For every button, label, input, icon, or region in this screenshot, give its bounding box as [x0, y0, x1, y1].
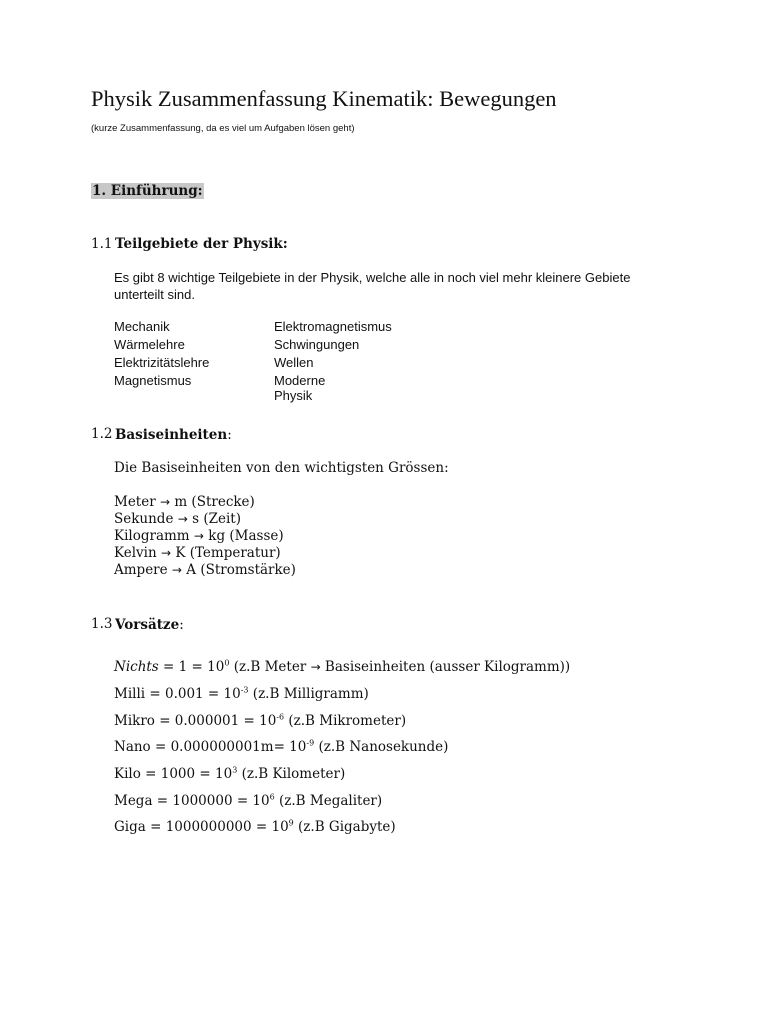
prefix-name: Milli	[114, 686, 146, 702]
prefix-example: (z.B Milligramm)	[248, 686, 369, 702]
document-subtitle: (kurze Zusammenfassung, da es viel um Aufgaben lösen geht)	[91, 123, 355, 134]
arrow-right-icon: →	[310, 660, 321, 674]
prefix-exponent: -6	[276, 712, 285, 722]
prefix-name: Nano	[114, 739, 151, 755]
teilgebiet-item: Wärmelehre	[114, 337, 185, 352]
prefix-name: Kilo	[114, 766, 141, 782]
prefix-exponent: 6	[269, 792, 275, 802]
prefix-row	[114, 819, 396, 835]
section-heading-teilgebiete: Teilgebiete der Physik:	[115, 236, 288, 252]
unit-name: Kelvin	[114, 545, 157, 561]
prefix-example: (z.B Mikrometer)	[284, 713, 407, 729]
teilgebiet-item: Mechanik	[114, 319, 170, 334]
prefix-row	[114, 659, 570, 675]
list-item	[114, 511, 296, 528]
teilgebiet-item: Schwingungen	[274, 337, 360, 352]
prefix-example: (z.B Megaliter)	[274, 793, 383, 809]
prefix-example: (z.B Gigabyte)	[293, 819, 396, 835]
arrow-right-icon: →	[160, 546, 172, 560]
prefix-example: (z.B Kilometer)	[237, 766, 346, 782]
arrow-right-icon: →	[177, 512, 188, 526]
arrow-right-icon: →	[159, 495, 171, 509]
prefix-value: = 1000 = 10	[140, 766, 233, 782]
list-item	[114, 494, 296, 511]
prefix-value: = 0.001 = 10	[145, 686, 241, 702]
section-heading-vorsaetze: Vorsätze	[115, 617, 180, 633]
prefix-row	[114, 713, 406, 729]
section-heading-vorsaetze-wrap: Vorsätze:	[115, 617, 184, 633]
section-number-1-2: 1.2	[91, 426, 113, 442]
prefix-exponent: 3	[232, 765, 238, 775]
teilgebiet-item: Elektromagnetismus	[274, 319, 392, 334]
section-number-1-1: 1.1	[91, 236, 113, 252]
prefix-exponent: 9	[288, 818, 294, 828]
section-heading-einfuehrung: 1. Einführung:	[92, 183, 203, 199]
document-title: Physik Zusammenfassung Kinematik: Bewegungen	[91, 86, 557, 111]
arrow-right-icon: →	[193, 529, 204, 543]
section-heading-basiseinheiten: Basiseinheiten	[115, 427, 228, 443]
prefix-row	[114, 686, 369, 702]
prefix-example-cont: Basiseinheiten (ausser Kilogramm))	[320, 659, 571, 675]
prefix-value: = 1 = 10	[158, 659, 225, 675]
unit-symbol: kg (Masse)	[208, 528, 284, 544]
arrow-right-icon: →	[171, 563, 182, 577]
unit-name: Meter	[114, 494, 156, 510]
prefix-exponent: -3	[240, 685, 249, 695]
section-heading-basiseinheiten-wrap: Basiseinheiten:	[115, 427, 232, 443]
unit-symbol: A (Stromstärke)	[186, 562, 296, 578]
unit-name: Kilogramm	[114, 528, 190, 544]
prefix-value: = 0.000000001m= 10	[150, 739, 307, 755]
prefix-exponent: -9	[306, 738, 315, 748]
teilgebiet-item: Elektrizitätslehre	[114, 355, 210, 370]
prefix-example: (z.B Meter	[229, 659, 311, 675]
teilgebiete-intro-line1: Es gibt 8 wichtige Teilgebiete in der Physik, welche alle in noch viel mehr kleinere Gebiete	[114, 270, 631, 285]
teilgebiet-item: Moderne Physik	[274, 373, 326, 403]
prefix-name: Nichts	[114, 659, 159, 675]
list-item	[114, 528, 296, 545]
list-item	[114, 562, 296, 579]
basiseinheiten-list	[114, 494, 296, 579]
list-item	[114, 545, 296, 562]
prefix-row	[114, 766, 345, 782]
section-number-1-3: 1.3	[91, 616, 113, 632]
prefix-exponent: 0	[224, 658, 230, 668]
teilgebiete-intro-line2: unterteilt sind.	[114, 287, 195, 302]
teilgebiet-item: Wellen	[274, 355, 314, 370]
prefix-value: = 0.000001 = 10	[154, 713, 277, 729]
prefix-value: = 1000000000 = 10	[145, 819, 289, 835]
unit-name: Ampere	[114, 562, 168, 578]
teilgebiet-item: Magnetismus	[114, 373, 192, 388]
prefix-name: Mikro	[114, 713, 155, 729]
unit-symbol: s (Zeit)	[192, 511, 241, 527]
prefix-row	[114, 739, 448, 755]
prefix-name: Mega	[114, 793, 153, 809]
prefix-example: (z.B Nanosekunde)	[314, 739, 449, 755]
prefix-value: = 1000000 = 10	[152, 793, 270, 809]
unit-symbol: m (Strecke)	[174, 494, 255, 510]
unit-symbol: K (Temperatur)	[175, 545, 281, 561]
unit-name: Sekunde	[114, 511, 174, 527]
prefix-row	[114, 793, 382, 809]
basiseinheiten-intro: Die Basiseinheiten von den wichtigsten Grössen:	[114, 460, 449, 476]
prefix-name: Giga	[114, 819, 146, 835]
